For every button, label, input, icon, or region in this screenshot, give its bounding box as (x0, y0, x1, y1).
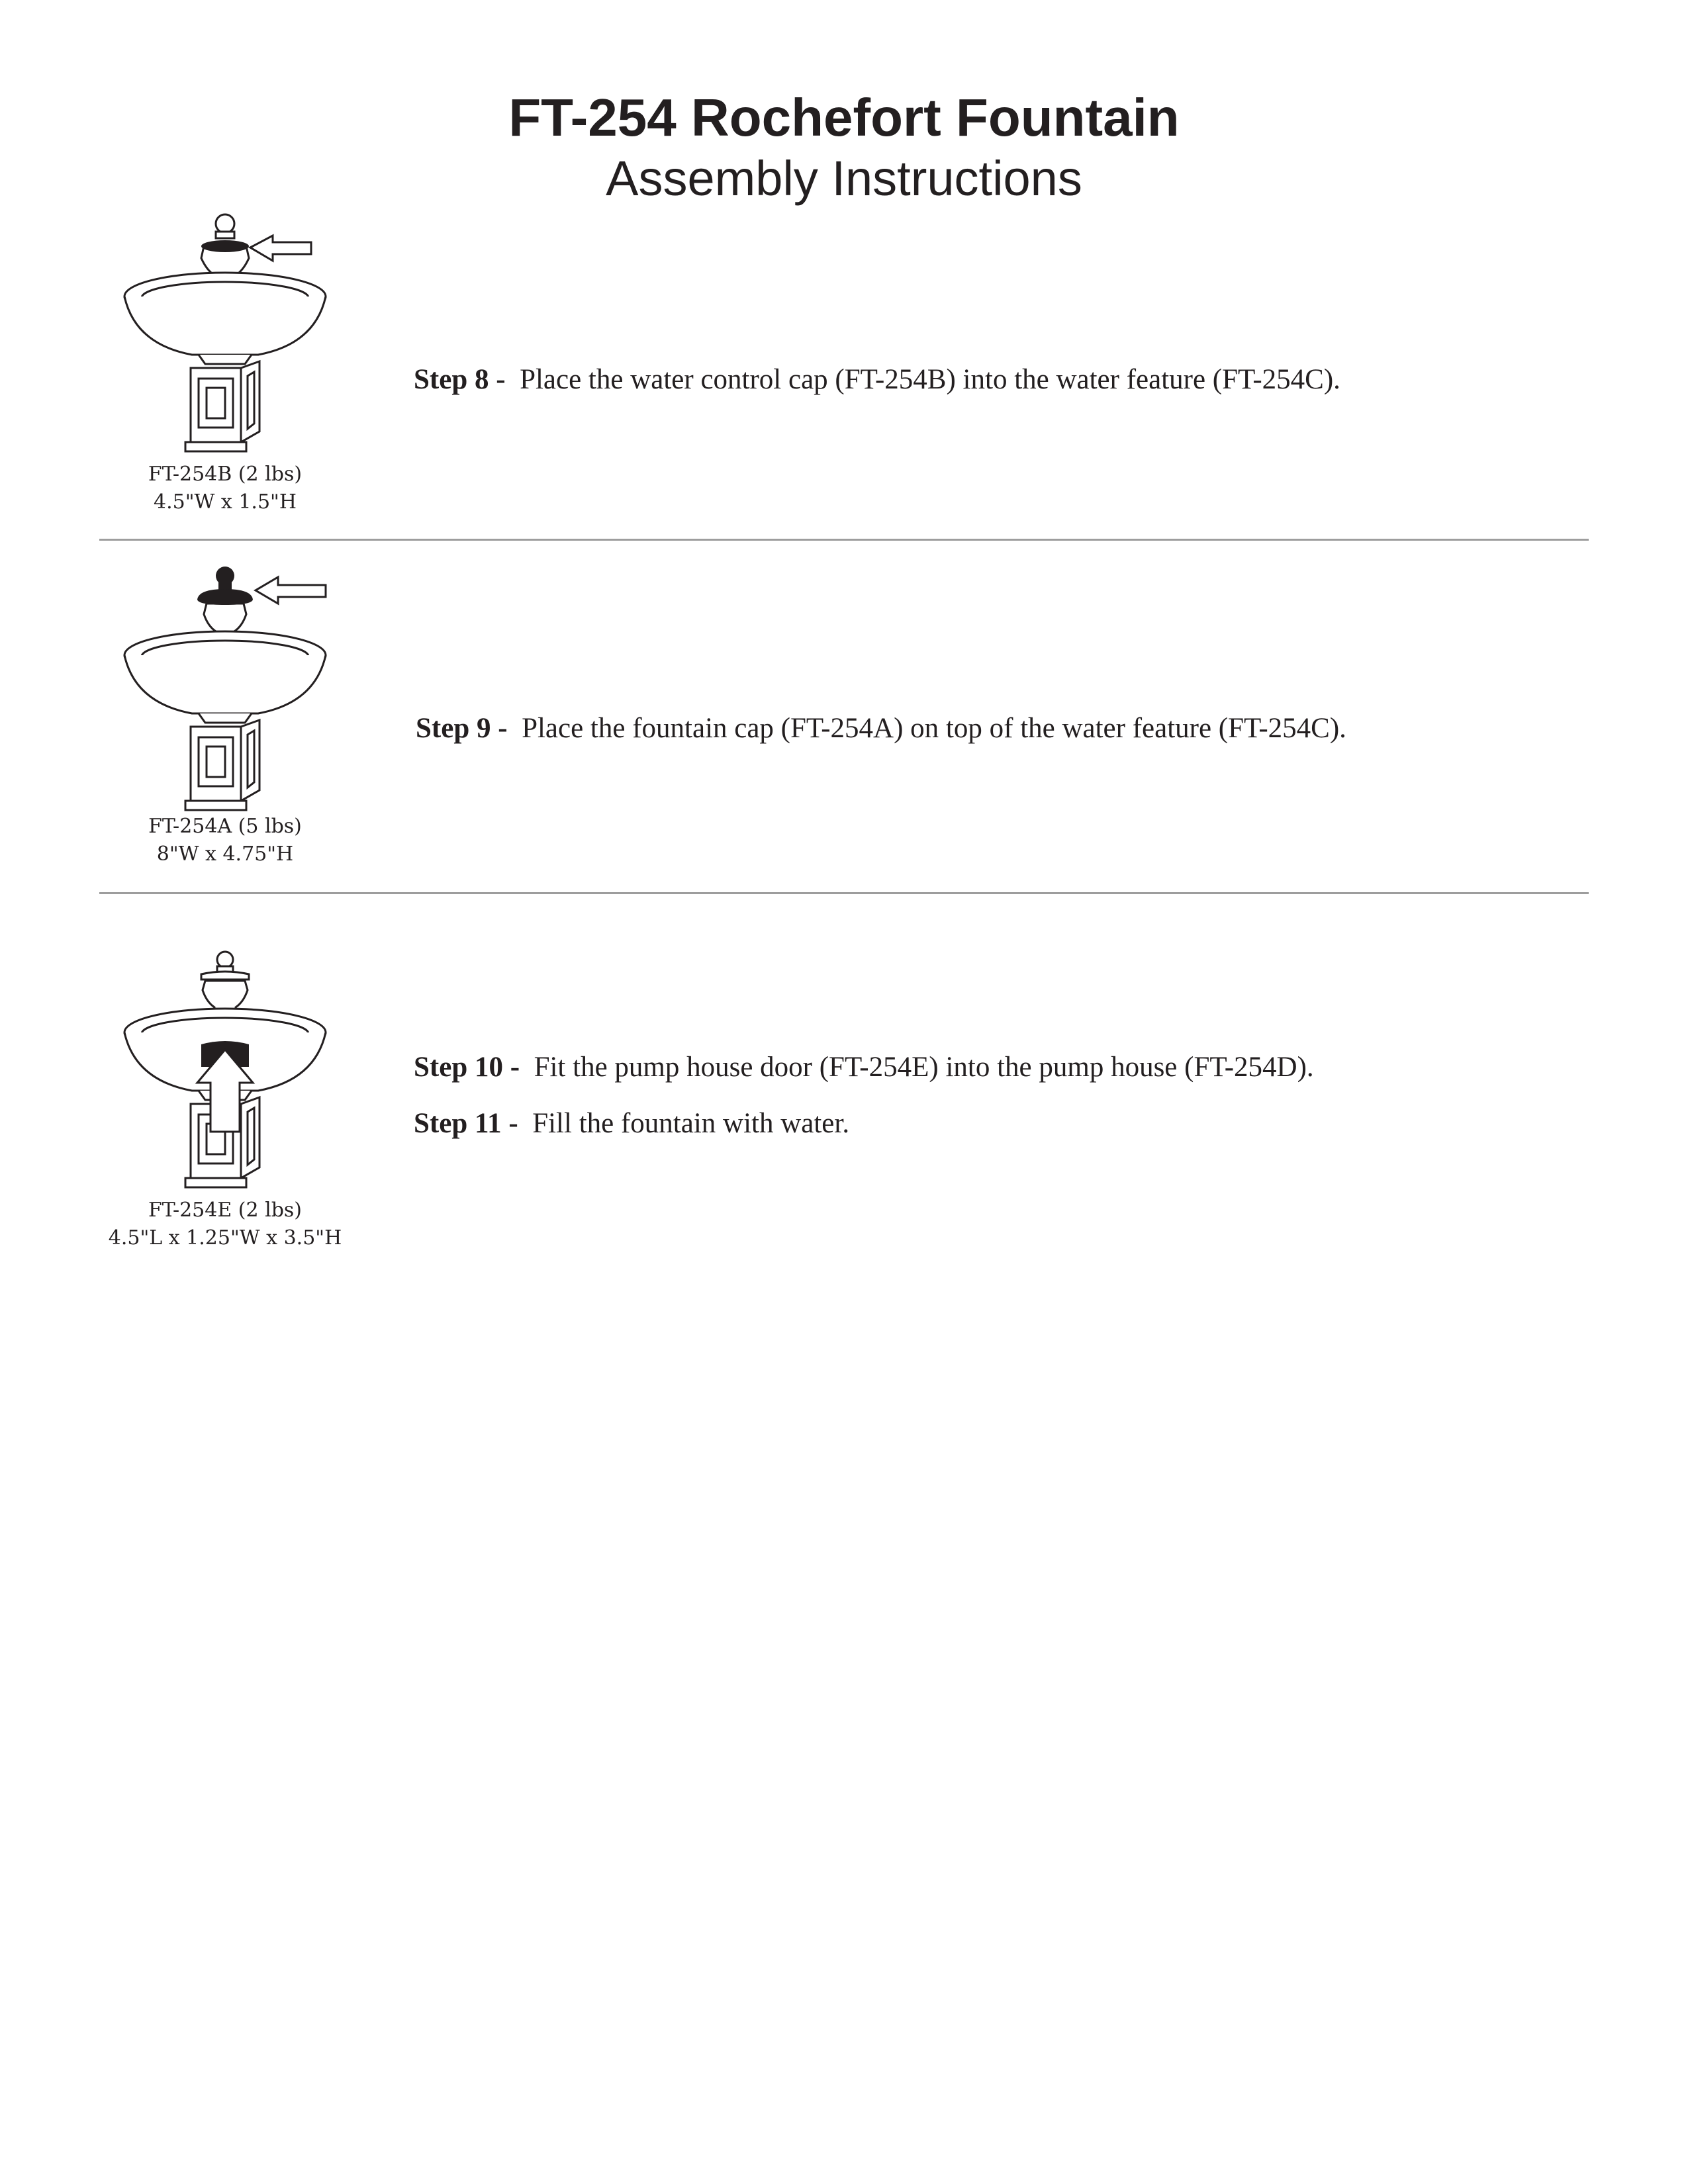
step-9 (416, 710, 1346, 747)
part-dimensions: 4.5"L x 1.25"W x 3.5"H (108, 1226, 342, 1250)
step-text: Fill the fountain with water. (532, 1108, 850, 1139)
part-name: FT-254B (2 lbs) (148, 463, 303, 486)
step-text: Place the water control cap (FT-254B) into the water feature (FT-254C). (520, 364, 1340, 395)
step-label: Step 11 - (414, 1108, 518, 1139)
highlighted-part-fountain-cap (197, 567, 253, 605)
part-caption (126, 813, 324, 868)
step-text: Place the fountain cap (FT-254A) on top of the water feature (FT-254C). (522, 713, 1346, 744)
step-label: Step 9 - (416, 713, 508, 744)
fountain-illustration-fountain-cap (119, 563, 344, 821)
part-name: FT-254A (5 lbs) (148, 815, 302, 838)
highlighted-part-water-control-cap (201, 240, 249, 252)
part-name: FT-254E (2 lbs) (148, 1199, 303, 1222)
step-label: Step 8 - (414, 364, 506, 395)
fountain-illustration-water-control-cap (119, 205, 344, 463)
part-dimensions: 8"W x 4.75"H (156, 842, 294, 866)
part-caption (126, 461, 324, 516)
page-title: FT-254 Rochefort Fountain (508, 88, 1180, 147)
step-text: Fit the pump house door (FT-254E) into the pump house (FT-254D). (534, 1052, 1314, 1083)
section-divider (99, 539, 1589, 541)
step-label: Step 10 - (414, 1052, 520, 1083)
page-subtitle: Assembly Instructions (606, 151, 1082, 206)
step-8 (414, 361, 1340, 398)
step-11 (414, 1105, 849, 1142)
section-divider (99, 892, 1589, 894)
step-10 (414, 1049, 1314, 1086)
fountain-illustration-pump-house-door (119, 946, 344, 1205)
part-dimensions: 4.5"W x 1.5"H (153, 490, 297, 514)
part-caption (86, 1197, 364, 1252)
